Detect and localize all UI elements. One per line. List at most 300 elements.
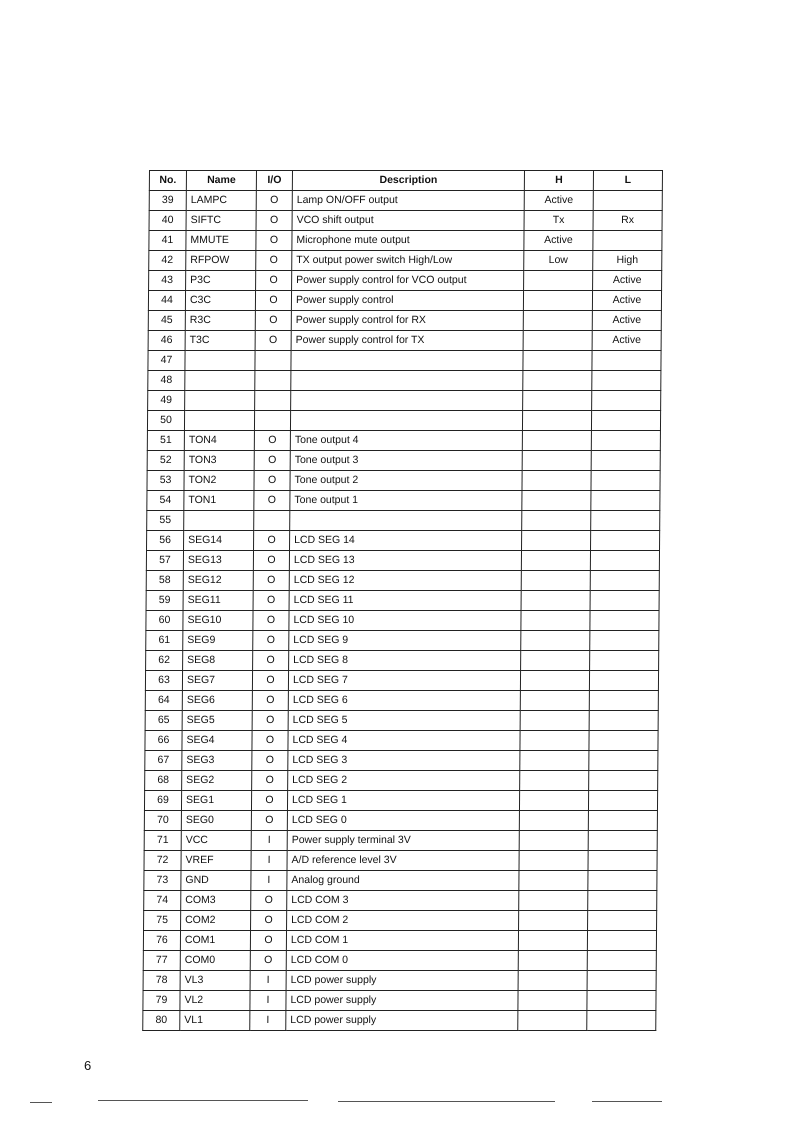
- cell-name: [185, 351, 255, 371]
- cell-h: [519, 911, 588, 931]
- cell-io: I: [250, 971, 286, 991]
- cell-l: Rx: [593, 211, 662, 231]
- cell-h: [521, 651, 590, 671]
- cell-description: LCD SEG 13: [289, 551, 521, 571]
- cell-io: I: [251, 871, 287, 891]
- table-row: [143, 1011, 656, 1031]
- cell-h: [522, 471, 591, 491]
- cell-h: [521, 551, 590, 571]
- cell-description: LCD power supply: [286, 1011, 518, 1031]
- cell-description: [291, 371, 523, 391]
- cell-io: O: [256, 251, 292, 271]
- table-row: [146, 631, 659, 651]
- cell-h: [518, 951, 587, 971]
- header-row: [149, 171, 662, 191]
- cell-name: SEG13: [183, 551, 253, 571]
- cell-no: 76: [143, 931, 180, 951]
- cell-description: LCD power supply: [286, 971, 518, 991]
- cell-h: [522, 531, 591, 551]
- cell-description: [291, 391, 523, 411]
- cell-description: LCD SEG 14: [290, 531, 522, 551]
- table-row: [149, 251, 662, 271]
- cell-description: LCD SEG 3: [288, 751, 520, 771]
- cell-description: [291, 351, 523, 371]
- cell-h: Active: [524, 231, 593, 251]
- cell-h: [524, 271, 593, 291]
- cell-h: [523, 311, 592, 331]
- cell-l: [593, 231, 662, 251]
- cell-name: C3C: [185, 291, 255, 311]
- cell-name: TON2: [184, 471, 254, 491]
- cell-name: SEG9: [183, 631, 253, 651]
- cell-name: TON4: [184, 431, 254, 451]
- cell-description: LCD SEG 4: [288, 731, 520, 751]
- cell-h: [518, 991, 587, 1011]
- cell-name: VCC: [181, 831, 251, 851]
- cell-l: [589, 751, 658, 771]
- cell-l: [588, 871, 657, 891]
- cell-no: 43: [149, 271, 186, 291]
- cell-io: O: [252, 671, 288, 691]
- cell-no: 78: [143, 971, 180, 991]
- cell-l: [590, 651, 659, 671]
- cell-name: [184, 511, 254, 531]
- cell-l: [592, 371, 661, 391]
- table-row: [145, 711, 658, 731]
- table-row: [148, 291, 661, 311]
- table-row: [147, 491, 660, 511]
- cell-h: [520, 711, 589, 731]
- pin-description-table: [142, 170, 663, 1031]
- cell-h: [518, 931, 587, 951]
- cell-no: 65: [145, 711, 182, 731]
- cell-description: LCD power supply: [286, 991, 518, 1011]
- cell-description: Power supply control for TX: [291, 331, 523, 351]
- cell-name: MMUTE: [186, 231, 256, 251]
- cell-l: [587, 971, 656, 991]
- cell-h: [521, 591, 590, 611]
- cell-l: [590, 571, 659, 591]
- cell-description: Microphone mute output: [292, 231, 524, 251]
- cell-l: [591, 471, 660, 491]
- cell-name: VL3: [180, 971, 250, 991]
- cell-io: O: [253, 571, 289, 591]
- cell-l: [591, 511, 660, 531]
- cell-name: SEG2: [182, 771, 252, 791]
- cell-io: O: [252, 691, 288, 711]
- cell-name: COM3: [181, 891, 251, 911]
- cell-name: SEG8: [183, 651, 253, 671]
- scan-artifact-line: [338, 1101, 555, 1102]
- cell-no: 62: [146, 651, 183, 671]
- cell-no: 61: [146, 631, 183, 651]
- cell-io: O: [252, 731, 288, 751]
- table-row: [148, 331, 661, 351]
- cell-l: [588, 791, 657, 811]
- table-row: [145, 691, 658, 711]
- header-h: H: [524, 171, 593, 191]
- cell-h: [521, 611, 590, 631]
- table-row: [146, 551, 659, 571]
- cell-description: Power supply terminal 3V: [287, 831, 519, 851]
- table-row: [144, 791, 657, 811]
- cell-io: O: [251, 911, 287, 931]
- cell-no: 55: [147, 511, 184, 531]
- cell-description: LCD SEG 2: [288, 771, 520, 791]
- table-row: [144, 891, 657, 911]
- cell-l: Active: [592, 291, 661, 311]
- cell-no: 58: [146, 571, 183, 591]
- table-row: [148, 311, 661, 331]
- cell-h: Low: [524, 251, 593, 271]
- cell-no: 49: [148, 391, 185, 411]
- cell-no: 60: [146, 611, 183, 631]
- cell-l: High: [593, 251, 662, 271]
- cell-name: SIFTC: [186, 211, 256, 231]
- cell-description: Analog ground: [287, 871, 519, 891]
- cell-l: [588, 811, 657, 831]
- scan-artifact-line: [592, 1101, 662, 1102]
- cell-io: O: [253, 631, 289, 651]
- table-row: [144, 871, 657, 891]
- cell-name: P3C: [186, 271, 256, 291]
- cell-description: LCD COM 2: [287, 911, 519, 931]
- table-row: [148, 391, 661, 411]
- cell-description: Tone output 4: [290, 431, 522, 451]
- cell-no: 47: [148, 351, 185, 371]
- cell-no: 45: [148, 311, 185, 331]
- cell-h: [520, 671, 589, 691]
- cell-l: [587, 991, 656, 1011]
- cell-l: [591, 431, 660, 451]
- cell-name: SEG10: [183, 611, 253, 631]
- cell-no: 71: [144, 831, 181, 851]
- table-row: [147, 531, 660, 551]
- cell-io: O: [256, 231, 292, 251]
- cell-name: SEG4: [182, 731, 252, 751]
- cell-h: [523, 331, 592, 351]
- cell-io: [255, 391, 291, 411]
- cell-io: O: [251, 791, 287, 811]
- page-number: 6: [84, 1058, 92, 1073]
- cell-h: [520, 751, 589, 771]
- cell-no: 41: [149, 231, 186, 251]
- table-row: [143, 971, 656, 991]
- cell-l: [589, 711, 658, 731]
- table-row: [147, 411, 660, 431]
- cell-description: Tone output 3: [290, 451, 522, 471]
- cell-io: O: [256, 211, 292, 231]
- cell-l: [590, 551, 659, 571]
- cell-no: 73: [144, 871, 181, 891]
- cell-io: [255, 371, 291, 391]
- cell-h: [522, 491, 591, 511]
- cell-h: [522, 411, 591, 431]
- cell-no: 46: [148, 331, 185, 351]
- cell-name: SEG5: [182, 711, 252, 731]
- table-row: [145, 671, 658, 691]
- table-row: [148, 351, 661, 371]
- cell-l: [590, 631, 659, 651]
- cell-name: SEG1: [181, 791, 251, 811]
- cell-h: [523, 391, 592, 411]
- cell-l: [590, 591, 659, 611]
- cell-h: [519, 811, 588, 831]
- cell-h: [520, 771, 589, 791]
- cell-name: COM2: [181, 911, 251, 931]
- table-row: [149, 231, 662, 251]
- cell-io: O: [251, 891, 287, 911]
- cell-l: [589, 691, 658, 711]
- cell-no: 77: [143, 951, 180, 971]
- cell-description: LCD SEG 7: [288, 671, 520, 691]
- cell-h: [520, 691, 589, 711]
- cell-description: VCO shift output: [292, 211, 524, 231]
- cell-no: 75: [144, 911, 181, 931]
- table-row: [143, 931, 656, 951]
- cell-io: O: [250, 931, 286, 951]
- cell-description: Tone output 2: [290, 471, 522, 491]
- cell-no: 79: [143, 991, 180, 1011]
- cell-l: Active: [592, 331, 661, 351]
- cell-io: I: [250, 991, 286, 1011]
- table-header: [149, 171, 662, 191]
- cell-name: VREF: [181, 851, 251, 871]
- cell-no: 40: [149, 211, 186, 231]
- cell-h: [519, 891, 588, 911]
- header-no: No.: [149, 171, 186, 191]
- cell-description: LCD SEG 1: [287, 791, 519, 811]
- cell-h: [522, 511, 591, 531]
- cell-no: 52: [147, 451, 184, 471]
- cell-name: VL2: [180, 991, 250, 1011]
- cell-description: TX output power switch High/Low: [292, 251, 524, 271]
- cell-l: [591, 491, 660, 511]
- cell-description: Power supply control for VCO output: [292, 271, 524, 291]
- cell-io: O: [254, 531, 290, 551]
- table-row: [149, 271, 662, 291]
- cell-io: O: [256, 191, 292, 211]
- header-description: Description: [292, 171, 524, 191]
- table-row: [145, 731, 658, 751]
- cell-l: [587, 931, 656, 951]
- table-row: [147, 511, 660, 531]
- cell-io: O: [254, 431, 290, 451]
- cell-no: 51: [147, 431, 184, 451]
- table-row: [149, 191, 662, 211]
- cell-no: 48: [148, 371, 185, 391]
- table-row: [148, 371, 661, 391]
- cell-io: O: [255, 331, 291, 351]
- cell-io: O: [251, 811, 287, 831]
- cell-no: 39: [149, 191, 186, 211]
- cell-h: Active: [524, 191, 593, 211]
- header-l: L: [593, 171, 662, 191]
- cell-h: [519, 871, 588, 891]
- table-row: [147, 471, 660, 491]
- cell-description: Tone output 1: [290, 491, 522, 511]
- cell-l: [589, 671, 658, 691]
- table-row: [144, 831, 657, 851]
- cell-io: O: [255, 291, 291, 311]
- cell-name: SEG11: [183, 591, 253, 611]
- cell-no: 67: [145, 751, 182, 771]
- table-row: [146, 591, 659, 611]
- cell-name: SEG0: [181, 811, 251, 831]
- cell-name: COM0: [180, 951, 250, 971]
- cell-io: O: [254, 491, 290, 511]
- cell-l: Active: [592, 311, 661, 331]
- cell-name: TON1: [184, 491, 254, 511]
- cell-io: O: [253, 551, 289, 571]
- cell-description: A/D reference level 3V: [287, 851, 519, 871]
- header-io: I/O: [256, 171, 292, 191]
- cell-io: O: [254, 451, 290, 471]
- cell-description: [290, 511, 522, 531]
- cell-description: LCD SEG 11: [289, 591, 521, 611]
- cell-name: [185, 371, 255, 391]
- cell-l: [587, 951, 656, 971]
- cell-description: LCD COM 1: [286, 931, 518, 951]
- cell-description: LCD SEG 12: [289, 571, 521, 591]
- table-body: [143, 191, 663, 1031]
- table-row: [146, 651, 659, 671]
- table-row: [144, 811, 657, 831]
- cell-no: 63: [145, 671, 182, 691]
- table-row: [149, 211, 662, 231]
- cell-h: [523, 291, 592, 311]
- table-row: [143, 991, 656, 1011]
- cell-name: TON3: [184, 451, 254, 471]
- table-row: [147, 431, 660, 451]
- cell-no: 64: [145, 691, 182, 711]
- cell-io: [254, 411, 290, 431]
- cell-no: 42: [149, 251, 186, 271]
- cell-h: [521, 631, 590, 651]
- cell-no: 50: [147, 411, 184, 431]
- cell-no: 68: [145, 771, 182, 791]
- cell-l: [591, 451, 660, 471]
- cell-l: [592, 391, 661, 411]
- cell-l: [588, 831, 657, 851]
- cell-name: GND: [181, 871, 251, 891]
- cell-name: LAMPC: [186, 191, 256, 211]
- cell-io: I: [251, 831, 287, 851]
- cell-description: LCD SEG 6: [288, 691, 520, 711]
- cell-h: [523, 351, 592, 371]
- cell-no: 57: [146, 551, 183, 571]
- scan-artifact-line: [98, 1100, 308, 1101]
- cell-l: [591, 411, 660, 431]
- cell-no: 56: [147, 531, 184, 551]
- cell-io: O: [253, 611, 289, 631]
- cell-name: T3C: [185, 331, 255, 351]
- cell-h: [519, 851, 588, 871]
- cell-h: [519, 791, 588, 811]
- table-row: [144, 851, 657, 871]
- cell-no: 74: [144, 891, 181, 911]
- cell-l: Active: [593, 271, 662, 291]
- cell-io: O: [255, 311, 291, 331]
- cell-name: [185, 391, 255, 411]
- table-row: [145, 771, 658, 791]
- table-row: [146, 571, 659, 591]
- cell-description: LCD COM 0: [286, 951, 518, 971]
- cell-io: I: [251, 851, 287, 871]
- cell-l: [588, 891, 657, 911]
- cell-h: [519, 831, 588, 851]
- table-row: [145, 751, 658, 771]
- scan-artifact-line: [30, 1102, 52, 1103]
- cell-l: [593, 191, 662, 211]
- cell-name: R3C: [185, 311, 255, 331]
- cell-no: 54: [147, 491, 184, 511]
- cell-l: [589, 771, 658, 791]
- cell-description: LCD SEG 5: [288, 711, 520, 731]
- cell-l: [588, 851, 657, 871]
- cell-description: LCD SEG 10: [289, 611, 521, 631]
- cell-l: [587, 1011, 656, 1031]
- cell-h: [520, 731, 589, 751]
- cell-no: 69: [144, 791, 181, 811]
- cell-description: LCD SEG 9: [289, 631, 521, 651]
- cell-description: Lamp ON/OFF output: [292, 191, 524, 211]
- cell-l: [591, 531, 660, 551]
- cell-io: O: [250, 951, 286, 971]
- header-name: Name: [186, 171, 256, 191]
- cell-l: [592, 351, 661, 371]
- cell-name: VL1: [180, 1011, 250, 1031]
- cell-name: RFPOW: [186, 251, 256, 271]
- cell-no: 53: [147, 471, 184, 491]
- cell-io: O: [256, 271, 292, 291]
- cell-io: O: [252, 751, 288, 771]
- cell-io: [255, 351, 291, 371]
- cell-no: 72: [144, 851, 181, 871]
- cell-l: [590, 611, 659, 631]
- cell-h: [522, 431, 591, 451]
- cell-description: Power supply control for RX: [291, 311, 523, 331]
- cell-no: 80: [143, 1011, 180, 1031]
- table-row: [144, 911, 657, 931]
- cell-h: [518, 971, 587, 991]
- cell-description: LCD SEG 8: [289, 651, 521, 671]
- cell-h: [522, 451, 591, 471]
- cell-io: O: [252, 771, 288, 791]
- cell-io: O: [252, 711, 288, 731]
- cell-name: SEG12: [183, 571, 253, 591]
- cell-l: [589, 731, 658, 751]
- cell-h: [523, 371, 592, 391]
- cell-name: [184, 411, 254, 431]
- cell-description: LCD SEG 0: [287, 811, 519, 831]
- table-row: [143, 951, 656, 971]
- cell-h: [521, 571, 590, 591]
- cell-no: 66: [145, 731, 182, 751]
- cell-description: LCD COM 3: [287, 891, 519, 911]
- cell-description: [290, 411, 522, 431]
- cell-io: I: [250, 1011, 286, 1031]
- cell-no: 44: [148, 291, 185, 311]
- cell-h: [518, 1011, 587, 1031]
- table-row: [147, 451, 660, 471]
- cell-io: O: [254, 471, 290, 491]
- cell-h: Tx: [524, 211, 593, 231]
- cell-no: 70: [144, 811, 181, 831]
- cell-name: SEG14: [184, 531, 254, 551]
- cell-io: O: [253, 651, 289, 671]
- cell-name: SEG3: [182, 751, 252, 771]
